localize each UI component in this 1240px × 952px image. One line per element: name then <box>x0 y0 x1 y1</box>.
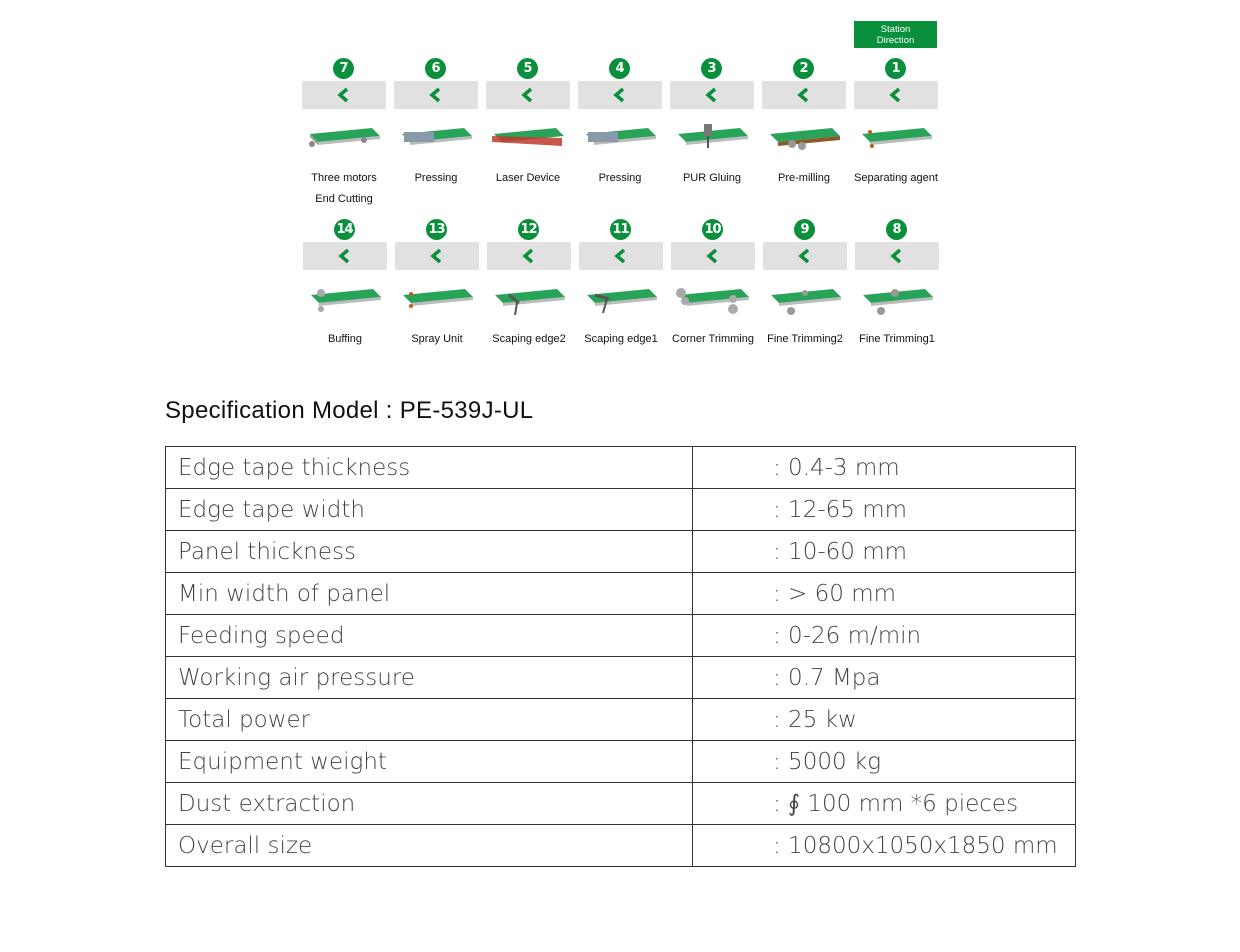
chevron-left-icon <box>429 248 443 264</box>
machine-illustration <box>854 116 938 156</box>
machine-illustration <box>578 116 662 156</box>
station-11 <box>579 219 663 369</box>
spec-value: : ∮ 100 mm *6 pieces <box>693 783 1076 825</box>
table-row <box>166 825 1076 867</box>
spec-value: : 10800x1050x1850 mm <box>693 825 1076 867</box>
table-row <box>166 783 1076 825</box>
station-13 <box>395 219 479 369</box>
station-label: PUR Gluing <box>682 172 742 184</box>
spec-key: Equipment weight <box>166 741 693 783</box>
machine-illustration <box>394 116 478 156</box>
direction-arrow-box <box>302 81 386 109</box>
direction-arrow-box <box>486 81 570 109</box>
direction-arrow-box <box>762 81 846 109</box>
station-label: Separating agent <box>854 172 938 184</box>
station-number: 14 <box>334 219 355 240</box>
chevron-left-icon <box>337 248 351 264</box>
station-label: Pressing <box>598 172 642 184</box>
station-number: 1 <box>885 58 906 79</box>
station-14 <box>303 219 387 369</box>
spec-key: Panel thickness <box>166 531 693 573</box>
table-row <box>166 699 1076 741</box>
machine-illustration <box>395 277 479 317</box>
direction-arrow-box <box>670 81 754 109</box>
station-label-line1: Three motors <box>311 172 377 184</box>
station-6 <box>394 58 478 208</box>
spec-value: : 0-26 m/min <box>693 615 1076 657</box>
chevron-left-icon <box>704 87 718 103</box>
direction-arrow-box <box>579 242 663 270</box>
direction-arrow-box <box>854 81 938 109</box>
spec-key: Edge tape thickness <box>166 447 693 489</box>
spec-value: : 12-65 mm <box>693 489 1076 531</box>
chevron-left-icon <box>520 87 534 103</box>
station-number: 7 <box>333 58 354 79</box>
station-number: 11 <box>610 219 631 240</box>
machine-illustration <box>855 277 939 317</box>
spec-value: : > 60 mm <box>693 573 1076 615</box>
machine-illustration <box>303 277 387 317</box>
station-label: Spray Unit <box>411 333 463 345</box>
direction-arrow-box <box>487 242 571 270</box>
station-number: 13 <box>426 219 447 240</box>
machine-illustration <box>763 277 847 317</box>
station-label: Scaping edge1 <box>584 333 658 345</box>
chevron-left-icon <box>521 248 535 264</box>
station-number: 9 <box>794 219 815 240</box>
chevron-left-icon <box>613 248 627 264</box>
table-row <box>166 531 1076 573</box>
chevron-left-icon <box>888 87 902 103</box>
station-row-2 <box>302 219 942 369</box>
station-number: 6 <box>425 58 446 79</box>
station-label <box>296 168 392 210</box>
table-row <box>166 447 1076 489</box>
spec-value: : 5000 kg <box>693 741 1076 783</box>
spec-table <box>165 446 1076 867</box>
station-number: 5 <box>517 58 538 79</box>
direction-arrow-box <box>303 242 387 270</box>
chevron-left-icon <box>612 87 626 103</box>
station-row-1 <box>302 58 942 208</box>
station-7 <box>302 58 386 208</box>
table-row <box>166 657 1076 699</box>
station-number: 8 <box>886 219 907 240</box>
chevron-left-icon <box>336 87 350 103</box>
station-number: 2 <box>793 58 814 79</box>
station-12 <box>487 219 571 369</box>
machine-illustration <box>670 116 754 156</box>
station-4 <box>578 58 662 208</box>
direction-badge-line2: Direction <box>876 35 915 46</box>
chevron-left-icon <box>796 87 810 103</box>
chevron-left-icon <box>889 248 903 264</box>
station-label: Buffing <box>327 333 363 345</box>
spec-key: Total power <box>166 699 693 741</box>
spec-key: Dust extraction <box>166 783 693 825</box>
spec-title: Specification Model : PE-539J-UL <box>165 397 534 424</box>
station-number: 12 <box>518 219 539 240</box>
machine-illustration <box>579 277 663 317</box>
spec-value: : 0.4-3 mm <box>693 447 1076 489</box>
spec-key: Edge tape width <box>166 489 693 531</box>
table-row <box>166 489 1076 531</box>
station-2 <box>762 58 846 208</box>
chevron-left-icon <box>797 248 811 264</box>
spec-key: Feeding speed <box>166 615 693 657</box>
direction-arrow-box <box>671 242 755 270</box>
direction-arrow-box <box>763 242 847 270</box>
table-row <box>166 741 1076 783</box>
machine-illustration <box>487 277 571 317</box>
table-row <box>166 615 1076 657</box>
station-8 <box>855 219 939 369</box>
station-label-line2: End Cutting <box>315 193 373 205</box>
machine-illustration <box>302 116 386 156</box>
station-1 <box>854 58 938 208</box>
spec-value: : 25 kw <box>693 699 1076 741</box>
station-label: Fine Trimming2 <box>767 333 843 345</box>
station-label: Corner Trimming <box>672 333 754 345</box>
station-3 <box>670 58 754 208</box>
direction-arrow-box <box>578 81 662 109</box>
station-9 <box>763 219 847 369</box>
direction-arrow-box <box>395 242 479 270</box>
station-number: 10 <box>702 219 723 240</box>
machine-illustration <box>762 116 846 156</box>
station-10 <box>671 219 755 369</box>
station-label: Pre-milling <box>778 172 830 184</box>
station-number: 3 <box>701 58 722 79</box>
station-label: Pressing <box>414 172 458 184</box>
spec-key: Working air pressure <box>166 657 693 699</box>
machine-illustration <box>486 116 570 156</box>
station-label: Scaping edge2 <box>492 333 566 345</box>
machine-illustration <box>671 277 755 317</box>
station-direction-badge <box>854 21 937 48</box>
chevron-left-icon <box>428 87 442 103</box>
chevron-left-icon <box>705 248 719 264</box>
station-number: 4 <box>609 58 630 79</box>
spec-value: : 10-60 mm <box>693 531 1076 573</box>
direction-badge-line1: Station <box>880 24 911 35</box>
station-label: Laser Device <box>495 172 561 184</box>
direction-arrow-box <box>855 242 939 270</box>
station-label: Fine Trimming1 <box>859 333 935 345</box>
table-row <box>166 573 1076 615</box>
direction-arrow-box <box>394 81 478 109</box>
station-5 <box>486 58 570 208</box>
spec-key: Min width of panel <box>166 573 693 615</box>
spec-value: : 0.7 Mpa <box>693 657 1076 699</box>
spec-key: Overall size <box>166 825 693 867</box>
